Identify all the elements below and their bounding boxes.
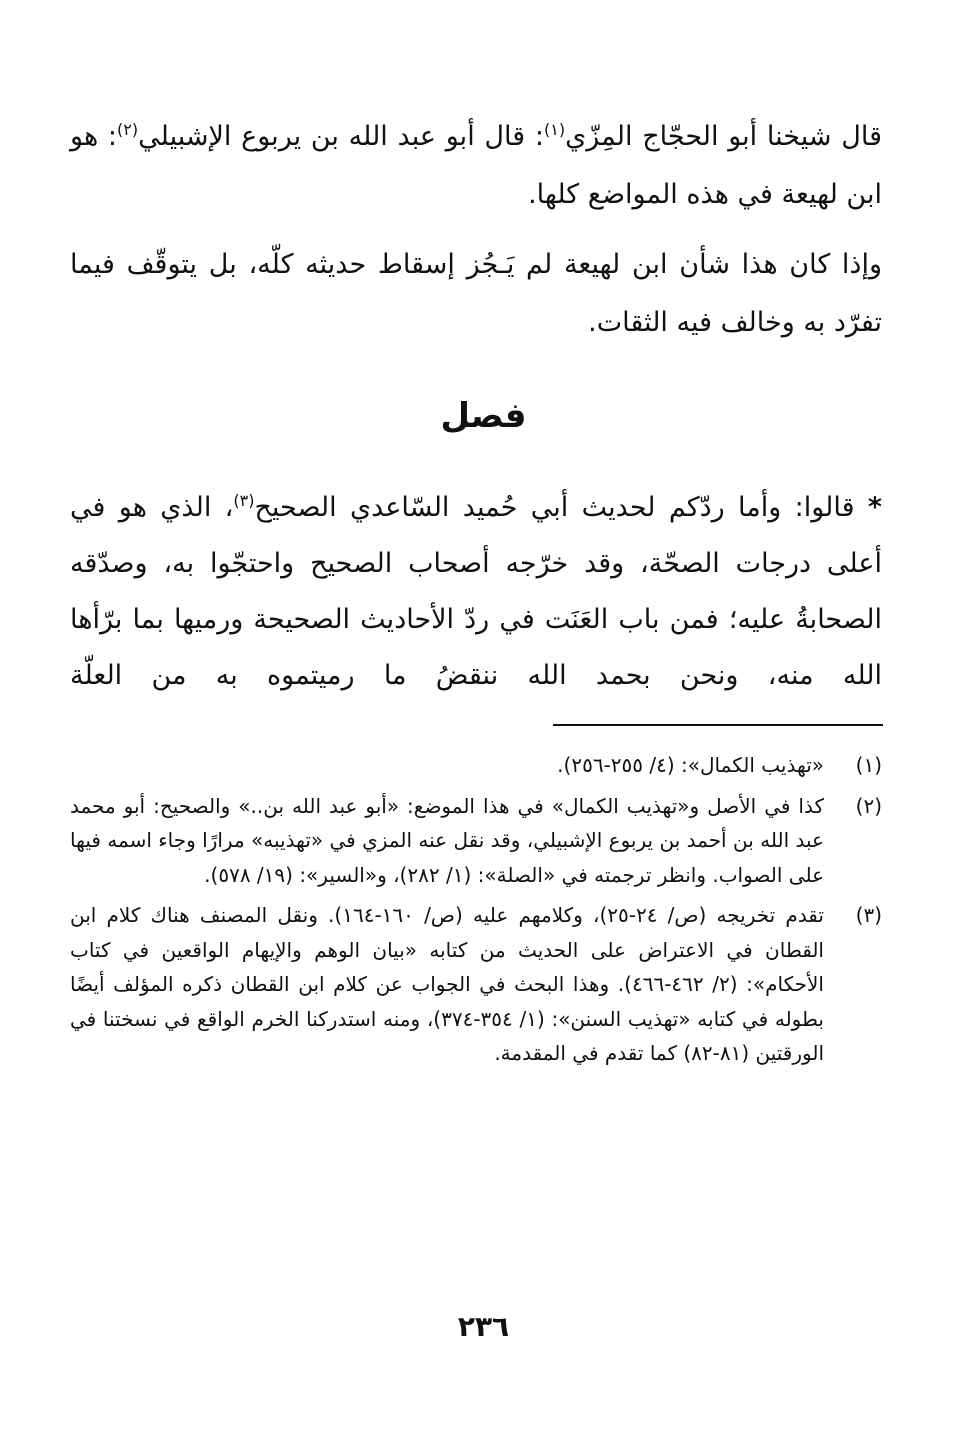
footnote-divider bbox=[553, 724, 883, 726]
body-text-top bbox=[70, 108, 882, 352]
footnote-marker-2[interactable]: (٢) bbox=[117, 120, 139, 139]
footnote-text: كذا في الأصل و«تهذيب الكمال» في هذا الموضع: «أبو عبد الله بن..» والصحيح: أبو محمد عبد الله بن أحمد بن يربوع الإشبيلي، وقد نقل عنه المزي في «تهذيبه» مرارًا وجاء اسمه فيها على الصواب. وانظر ترجمته في «الصلة»: (١/ ٢٨٢)، و«السير»: (١٩/ ٥٧٨). bbox=[70, 793, 824, 887]
footnote-text: «تهذيب الكمال»: (٤/ ٢٥٥-٢٥٦). bbox=[557, 753, 824, 777]
footnote-marker-1[interactable]: (١) bbox=[544, 120, 566, 139]
footnote-number: (٢) bbox=[855, 793, 882, 818]
footnote-number: (٣) bbox=[855, 903, 882, 927]
paragraph-1-part-a: قال شيخنا أبو الحجّاج المِزّي bbox=[565, 121, 882, 152]
paragraph-continuation: وإذا كان هذا شأن ابن لهيعة لم يَـجُز إسقاط حديثه كلّه، بل يتوقّف فيما تفرّد به وخالف فيه الثقات. bbox=[70, 249, 882, 338]
page-number: ٢٣٦ bbox=[457, 1310, 510, 1343]
paragraph-1-part-b: : قال أبو عبد الله بن يربوع الإشبيلي bbox=[138, 121, 545, 152]
footnotes-section bbox=[70, 748, 882, 1077]
paragraph-2-part-b: ، الذي هو في أعلى درجات الصحّة، وقد خرّجه أصحاب الصحيح واحتجّوا به، وصدّقه الصحابةُ عليه؛ فمن باب العَنَت في ردّ الأحاديث الصحيحة ورميها بما برّأها الله منه، ونحن بحمد الله ننقضُ ما رميتموه به من العلّة bbox=[70, 492, 882, 691]
paragraph-1-part-c: : هو ابن لهيعة في هذه المواضع كلها. bbox=[70, 121, 882, 210]
footnote-number: (١) bbox=[855, 753, 882, 777]
section-title: فصل bbox=[440, 396, 527, 436]
paragraph-2-part-a: قالوا: وأما ردّكم لحديث أبي حُميد السّاعدي الصحيح bbox=[254, 492, 868, 523]
star-marker: * bbox=[867, 492, 883, 523]
footnote-2 bbox=[70, 789, 882, 893]
footnote-3 bbox=[70, 898, 882, 1071]
footnote-text: تقدم تخريجه (ص/ ٢٤-٢٥)، وكلامهم عليه (ص/ ١٦٠-١٦٤). ونقل المصنف هناك كلام ابن القطان في الاعتراض على الحديث من كتابه «بيان الوهم والإيهام الواقعين في كتاب الأحكام»: (٢/ ٤٦٢-٤٦٦). وهذا البحث في الجواب عن كلام ابن القطان ذكره المؤلف أيضًا بطوله في كتابه «تهذيب السنن»: (١/ ٣٥٤-٣٧٤)، ومنه استدركنا الخرم الواقع في نسختنا في الورقتين (٨١-٨٢) كما تقدم في المقدمة. bbox=[70, 903, 824, 1065]
footnote-1 bbox=[70, 748, 882, 783]
paragraph-1 bbox=[70, 108, 882, 224]
paragraph-2 bbox=[70, 480, 882, 704]
footnote-marker-3[interactable]: (٣) bbox=[233, 491, 255, 510]
